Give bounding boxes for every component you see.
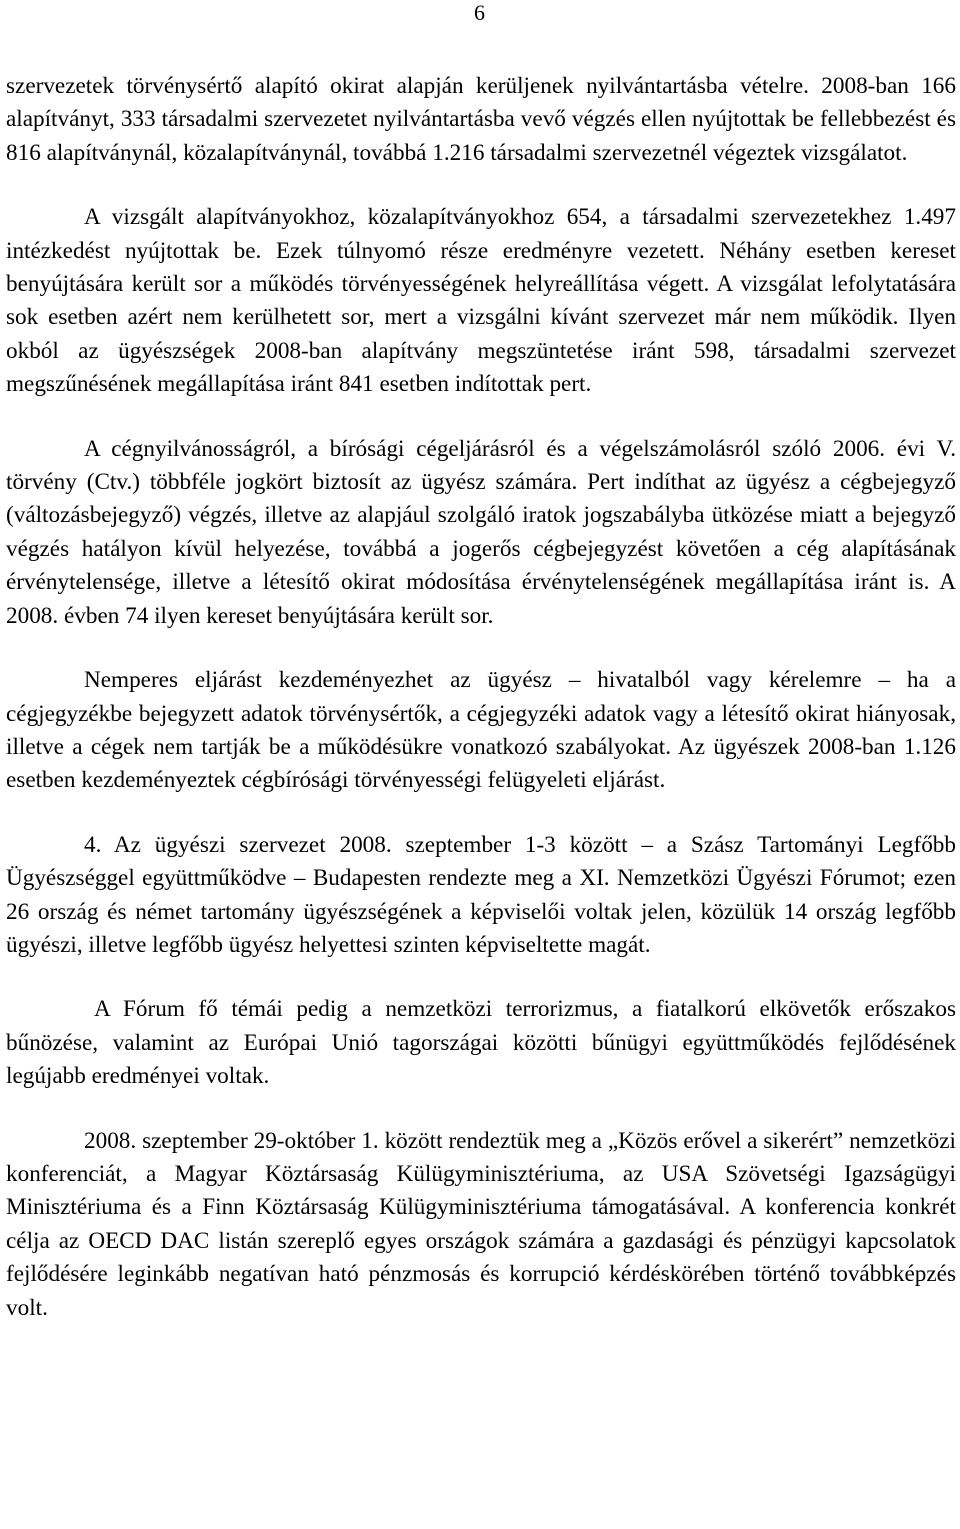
paragraph-6: A Fórum fő témái pedig a nemzetközi terrorizmus, a fiatalkorú elkövetők erőszakos bűnözése, valamint az Európai Unió tagországai közötti bűnügyi együttműködés fejlődésének legújabb eredményei voltak. [6, 996, 956, 1090]
page-number: 6 [474, 0, 485, 25]
paragraph-4: Nemperes eljárást kezdeményezhet az ügyész – hivatalból vagy kérelemre – ha a cégjegyzékbe bejegyzett adatok törvénysértők, a cégjegyzéki adatok vagy a létesítő okirat hiányosak, illetve a cégek nem tartják be a működésükre vonatkozó szabályokat. Az ügyészek 2008-ban 1.126 esetben kezdeményeztek cégbírósági törvényességi felügyeleti eljárást. [6, 667, 956, 794]
paragraph-2: A vizsgált alapítványokhoz, közalapítványokhoz 654, a társadalmi szervezetekhez 1.497 intézkedést nyújtottak be. Ezek túlnyomó része eredményre vezetett. Néhány esetben kereset benyújtására került sor a működés törvényességének helyreállítása végett. A vizsgálat lefolytatására sok esetben azért nem kerülhetett sor, mert a vizsgálni kívánt szervezet már nem működik. Ilyen okból az ügyészségek 2008-ban alapítvány megszüntetése iránt 598, társadalmi szervezet megszűnésének megállapítása iránt 841 esetben indítottak pert. [6, 204, 956, 398]
paragraph-1: szervezetek törvénysértő alapító okirat alapján kerüljenek nyilvántartásba vételre. 2008-ban 166 alapítványt, 333 társadalmi szervezetet nyilvántartásba vevő végzés ellen nyújtottak be fellebbezést és 816 alapítványnál, közalapítványnál, továbbá 1.216 társadalmi szervezetnél végeztek vizsgálatot. [6, 73, 956, 166]
paragraph-5: 4. Az ügyészi szervezet 2008. szeptember 1-3 között – a Szász Tartományi Legfőbb Ügyészséggel együttműködve – Budapesten rendezte meg a XI. Nemzetközi Ügyészi Fórumot; ezen 26 ország és német tartomány ügyészségének a képviselői voltak jelen, közülük 14 ország legfőbb ügyészi, illetve legfőbb ügyész helyettesi szinten képviseltette magát. [6, 831, 956, 958]
paragraph-7: 2008. szeptember 29-október 1. között rendeztük meg a „Közös erővel a sikerért” nemzetközi konferenciát, a Magyar Köztársaság Külügyminisztériuma, az USA Szövetségi Igazságügyi Minisztériuma és a Finn Köztársaság Külügyminisztériuma támogatásával. A konferencia konkrét célja az OECD DAC listán szereplő egyes országok számára a gazdasági és pénzügyi kapcsolatok fejlődésére leginkább negatívan ható pénzmosás és korrupció kérdéskörében történő továbbképzés volt. [6, 1127, 956, 1321]
document-body [6, 70, 956, 1325]
paragraph-3: A cégnyilvánosságról, a bírósági cégeljárásról és a végelszámolásról szóló 2006. évi V. törvény (Ctv.) többféle jogkört biztosít az ügyész számára. Pert indíthat az ügyész a cégbejegyző (változásbejegyző) végzés, illetve az alapjául szolgáló iratok jogszabályba ütközése miatt a bejegyző végzés hatályon kívül helyezése, továbbá a jogerős cégbejegyzést követően a cég alapításának érvénytelensége, illetve a létesítő okirat módosítása érvénytelenségének megállapítása iránt is. A 2008. évben 74 ilyen kereset benyújtására került sor. [6, 435, 956, 629]
